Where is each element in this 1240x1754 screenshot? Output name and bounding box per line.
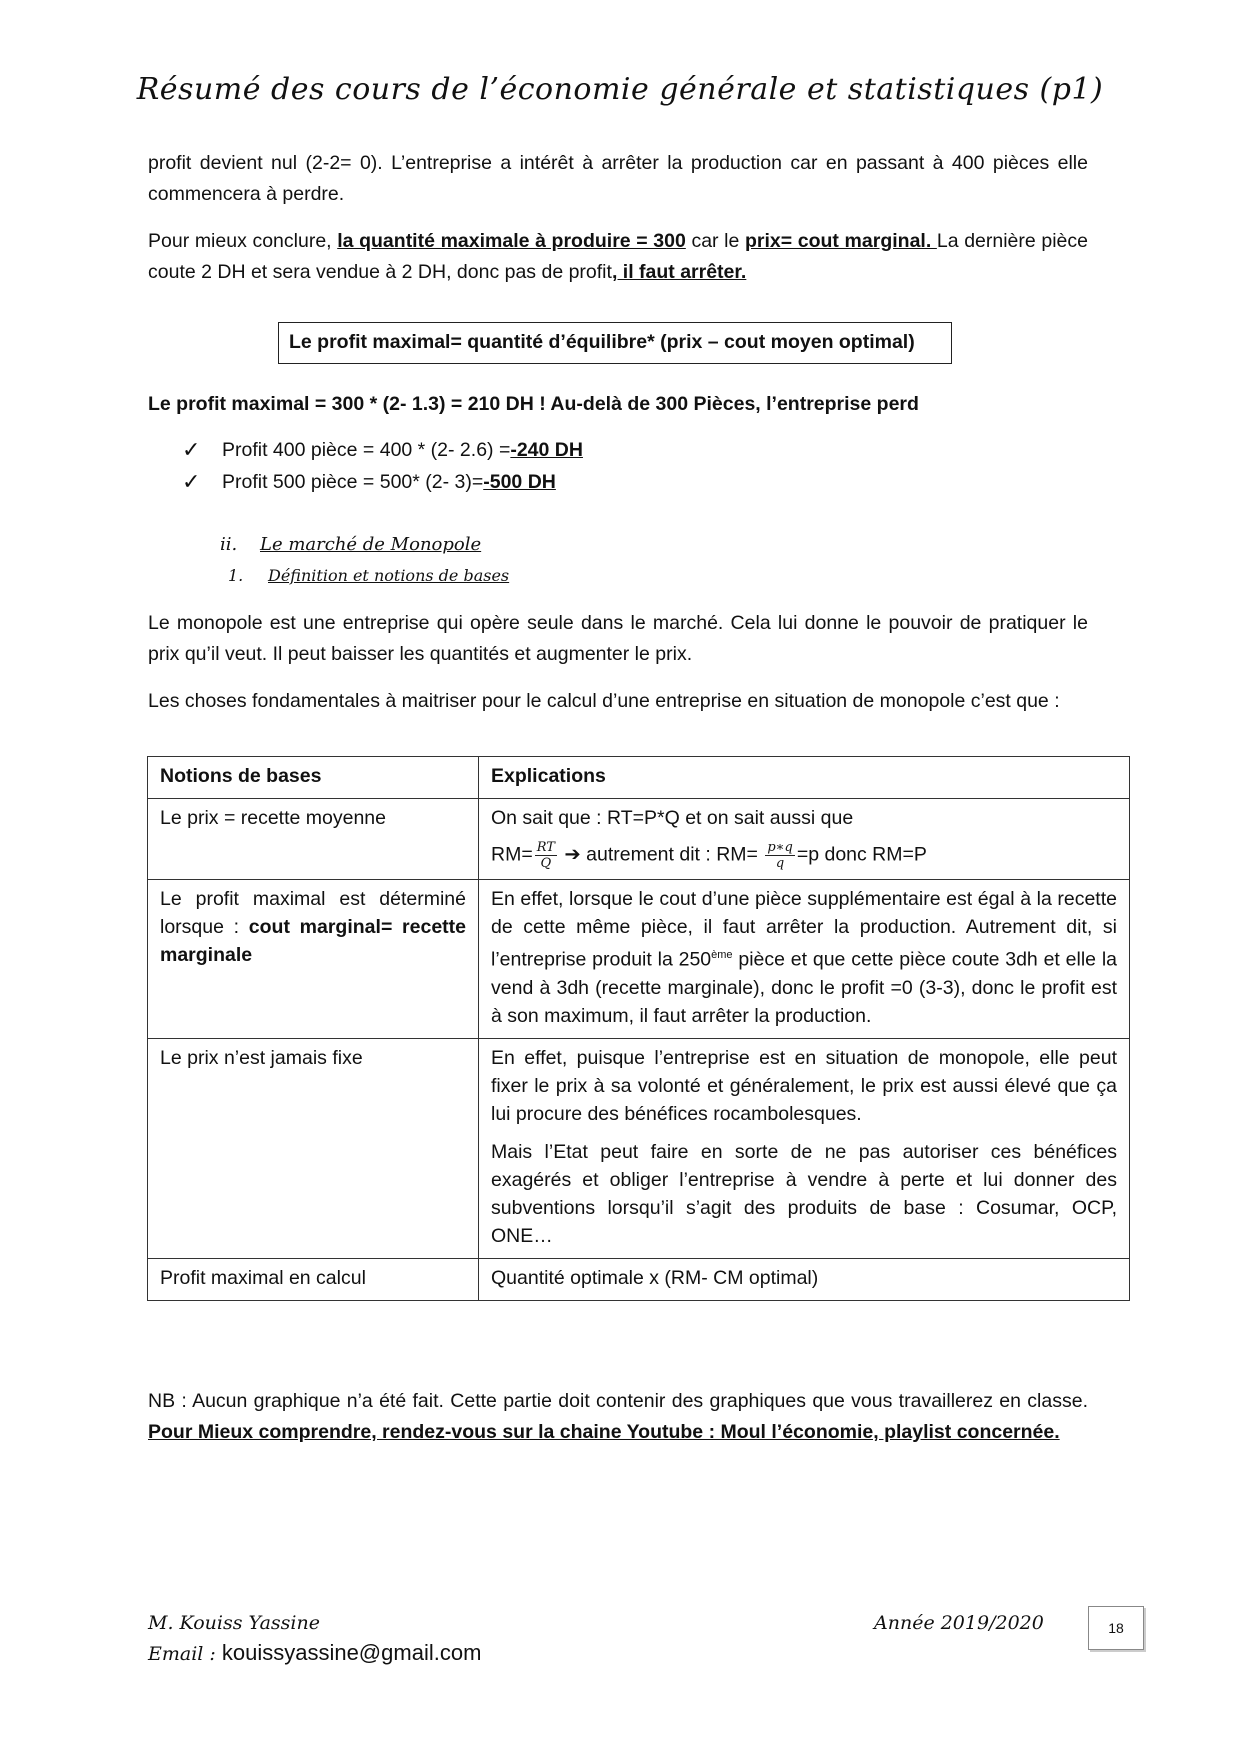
notion-plain-text: Le profit maximal est déterminé lorsque :	[160, 888, 466, 938]
conclusion-bold-stop: , il faut arrêter.	[611, 261, 747, 283]
fraction-numerator: RT	[536, 840, 555, 855]
explication-text-a: En effet, lorsque le cout d’une pièce supplémentaire est égal à la recette de cette même pièce, il faut arrêter la production. Autrement dit, si l’entreprise produit la 250	[491, 888, 1117, 971]
checkmark-icon: ✓	[182, 437, 201, 462]
explication-paragraph: Mais l’Etat peut faire en sorte de ne pas autoriser ces bénéfices exagérés et obliger l’entreprise à vendre à perte et lui donner des subventions lorsqu’il s’agit des produits de base : Cosumar, OCP, ONE…	[491, 1140, 1117, 1247]
section-number: ii.	[220, 534, 238, 555]
profit-max-line: Le profit maximal = 300 * (2- 1.3) = 210 DH ! Au-delà de 300 Pièces, l’entreprise perd	[148, 393, 919, 415]
formula-middle-text: autrement dit : RM=	[580, 843, 764, 866]
list-item	[182, 466, 583, 498]
explication-cell	[479, 799, 1130, 880]
arrow-right-icon: ➔	[564, 843, 581, 866]
paragraph-nb	[148, 1386, 1088, 1448]
notion-cell	[148, 880, 479, 1039]
explication-cell	[479, 1038, 1130, 1258]
section-heading	[220, 534, 481, 555]
explication-cell	[479, 880, 1130, 1039]
subsection-heading	[228, 566, 509, 585]
email-address: kouissyassine@gmail.com	[221, 1640, 482, 1665]
formula-end-text: =p donc RM=P	[796, 843, 927, 866]
nb-plain-text: NB : Aucun graphique n’a été fait. Cette partie doit contenir des graphiques que vous travaillerez en classe.	[148, 1390, 1088, 1412]
footer-author: M. Kouiss Yassine	[148, 1612, 320, 1634]
subsection-number: 1.	[228, 566, 244, 585]
conclusion-text-1: Pour mieux conclure,	[148, 230, 338, 252]
superscript-eme: ème	[711, 949, 733, 961]
table-row	[148, 880, 1130, 1039]
fraction-denominator: Q	[540, 856, 552, 871]
rm-label: RM=	[491, 843, 533, 866]
check-value: -240 DH	[510, 439, 583, 461]
fraction-pq-q	[765, 840, 794, 871]
check-text: Profit 400 pièce = 400 * (2- 2.6) =	[222, 439, 511, 461]
formula-line	[491, 840, 1117, 871]
conclusion-text-2: car le	[685, 230, 745, 252]
formula-box: Le profit maximal= quantité d’équilibre* (prix – cout moyen optimal)	[278, 322, 952, 364]
table-row	[148, 1258, 1130, 1300]
table-header-row	[148, 757, 1130, 799]
notion-cell: Profit maximal en calcul	[148, 1258, 479, 1300]
fraction-numerator: p∗q	[767, 840, 793, 855]
notion-bold-text: cout marginal= recette marginale	[160, 916, 466, 966]
footer-year: Année 2019/2020	[874, 1612, 1044, 1634]
header-explications: Explications	[479, 757, 1130, 799]
checkmark-icon: ✓	[182, 469, 201, 494]
header-notions: Notions de bases	[148, 757, 479, 799]
section-title: Le marché de Monopole	[260, 534, 482, 555]
nb-youtube-link: Pour Mieux comprendre, rendez-vous sur la chaine Youtube : Moul l’économie, playlist concernée.	[148, 1421, 1060, 1443]
fraction-denominator: q	[775, 856, 785, 871]
notions-table	[147, 756, 1130, 1301]
page-header-title: Résumé des cours de l’économie générale et statistiques (p1)	[136, 72, 1104, 107]
explication-line: On sait que : RT=P*Q et on sait aussi que	[491, 807, 854, 829]
explication-text-b: pièce et que cette pièce coute 3dh et elle la vend à 3dh (recette marginale), donc le profit =0 (3-3), donc le profit est à son maximum, il faut arrêter la production.	[491, 948, 1117, 1027]
conclusion-bold-price: prix= cout marginal.	[744, 230, 937, 252]
email-label: Email :	[148, 1643, 222, 1665]
conclusion-bold-quantity: la quantité maximale à produire = 300	[337, 230, 686, 252]
list-item	[182, 434, 583, 466]
page-number: 18	[1088, 1606, 1144, 1650]
paragraph-monopole-definition: Le monopole est une entreprise qui opère seule dans le marché. Cela lui donne le pouvoir de pratiquer le prix qu’il veut. Il peut baisser les quantités et augmenter le prix.	[148, 612, 1088, 665]
conclusion-text-3: La dernière pièce coute 2 DH et sera vendue à 2 DH, donc pas de profit	[148, 230, 1088, 283]
check-value: -500 DH	[483, 471, 556, 493]
checkmark-list	[182, 434, 583, 498]
explication-paragraph: En effet, puisque l’entreprise est en situation de monopole, elle peut fixer le prix à sa volonté et généralement, le prix est aussi élevé que ça lui procure des bénéfices rocambolesques.	[491, 1046, 1117, 1125]
subsection-title: Définition et notions de bases	[268, 566, 510, 585]
table-row	[148, 799, 1130, 880]
footer-email-line	[148, 1640, 481, 1666]
table-row	[148, 1038, 1130, 1258]
check-text: Profit 500 pièce = 500* (2- 3)=	[222, 471, 484, 493]
paragraph-profit-nul: profit devient nul (2-2= 0). L’entreprise a intérêt à arrêter la production car en passant à 400 pièces elle commencera à perdre.	[148, 152, 1088, 205]
fraction-rt-q	[535, 840, 557, 871]
notion-cell: Le prix n’est jamais fixe	[148, 1038, 479, 1258]
explication-cell: Quantité optimale x (RM- CM optimal)	[479, 1258, 1130, 1300]
paragraph-fundamentals: Les choses fondamentales à maitriser pour le calcul d’une entreprise en situation de monopole c’est que :	[148, 690, 1060, 712]
paragraph-conclusion	[148, 226, 1088, 288]
notion-cell: Le prix = recette moyenne	[148, 799, 479, 880]
